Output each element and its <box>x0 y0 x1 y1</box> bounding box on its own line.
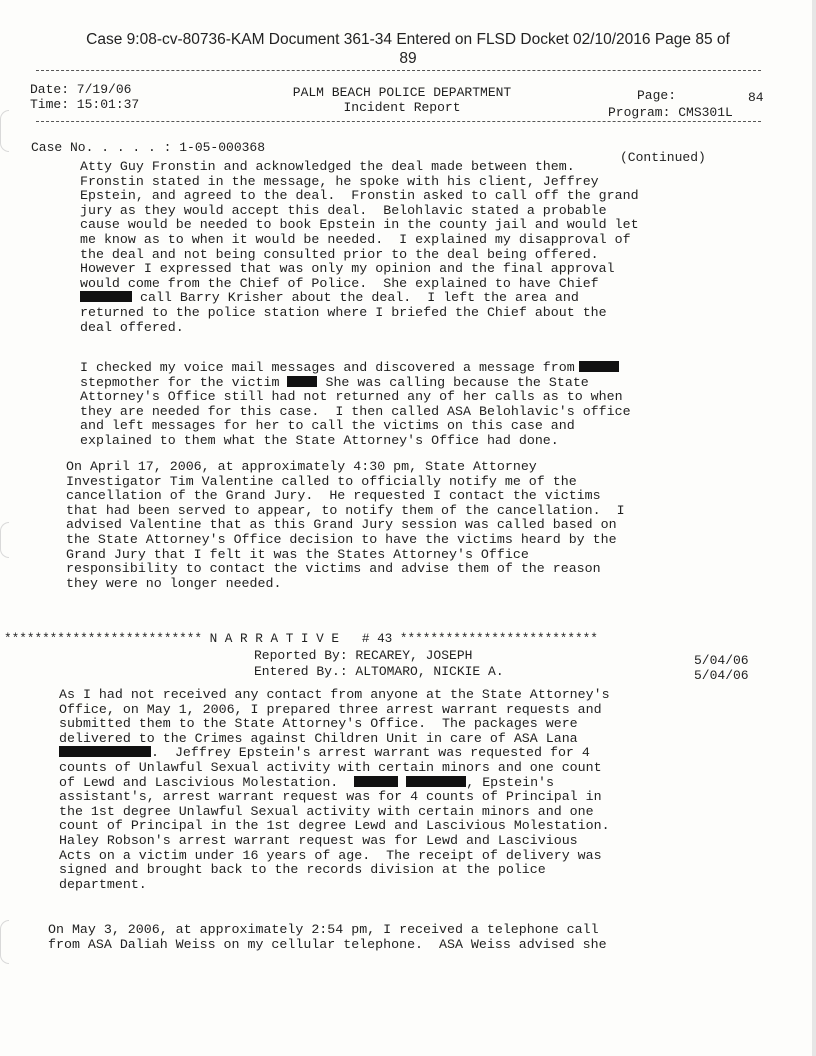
text-line: On April 17, 2006, at approximately 4:30 pm, State Attorney <box>66 459 537 474</box>
text-line: Office, on May 1, 2006, I prepared three arrest warrant requests and <box>59 701 602 717</box>
text-line: Grand Jury that I felt it was the States Attorney's Office <box>66 546 529 562</box>
text-line: cause would be needed to book Epstein in the county jail and would let <box>80 217 639 233</box>
text-line: responsibility to contact the victims and advise them of the reason <box>66 561 601 577</box>
redaction-block <box>579 361 619 372</box>
text-line: explained to them what the State Attorney's Office had done. <box>80 432 559 448</box>
text-line: jury as they would accept this deal. Belohlavic stated a probable <box>80 202 607 218</box>
narrative-banner: ************************** N A R R A T I V E # 43 ************************** <box>4 631 598 646</box>
reported-date: 5/04/06 <box>694 653 749 668</box>
text-fragment: I checked my voice mail messages and discovered a message from <box>80 360 575 375</box>
paragraph-voicemail <box>80 361 631 449</box>
stamp-line-2: 89 <box>399 50 417 67</box>
scan-binding-mark-1 <box>0 110 9 152</box>
department-name: PALM BEACH POLICE DEPARTMENT <box>292 85 512 100</box>
paragraph-arrest-warrants <box>59 688 610 892</box>
text-line: and left messages for her to call the victims on this case and <box>80 418 575 434</box>
stamp-line-1: Case 9:08-cv-80736-KAM Document 361-34 Entered on FLSD Docket 02/10/2016 Page 85 of <box>86 31 730 48</box>
header-rule-top <box>36 70 761 71</box>
text-fragment: stepmother for the victim <box>80 374 280 390</box>
text-line: the deal and not being consulted prior to the deal being offered. <box>80 246 599 262</box>
redaction-block <box>354 776 398 787</box>
text-line: they are needed for this case. I then called ASA Belohlavic's office <box>80 403 631 419</box>
entered-by: Entered By.: ALTOMARO, NICKIE A. <box>254 664 504 679</box>
paragraph-deal <box>80 160 639 335</box>
text-line: On May 3, 2006, at approximately 2:54 pm, I received a telephone call <box>48 922 599 937</box>
text-line: Haley Robson's arrest warrant request was for Lewd and Lascivious <box>59 832 578 848</box>
text-line: Attorney's Office still had not returned any of her calls as to when <box>80 389 623 405</box>
paragraph-asa-weiss <box>48 923 607 952</box>
scan-binding-mark-2 <box>0 522 9 558</box>
paragraph-grand-jury <box>66 460 625 591</box>
redaction-block <box>80 291 132 302</box>
reported-by: Reported By: RECAREY, JOSEPH <box>254 648 473 663</box>
text-line-redacted <box>59 776 610 791</box>
report-type: Incident Report <box>343 100 461 115</box>
text-line: cancellation of the Grand Jury. He requested I contact the victims <box>66 488 601 504</box>
text-fragment: . Jeffrey Epstein's arrest warrant was requested for 4 <box>151 745 590 761</box>
text-line: Acts on a victim under 16 years of age. The receipt of delivery was <box>59 847 602 863</box>
text-line-redacted <box>80 376 631 391</box>
text-line: delivered to the Crimes against Children Unit in care of ASA Lana <box>59 730 578 746</box>
text-line: me know as to when it would be needed. I explained my disapproval of <box>80 231 631 247</box>
text-fragment: call Barry Krisher about the deal. I left the area and <box>132 290 579 306</box>
text-line: deal offered. <box>80 319 184 335</box>
text-line: count of Principal in the 1st degree Lewd and Lascivious Molestation. <box>59 818 610 834</box>
text-line: from ASA Daliah Weiss on my cellular telephone. ASA Weiss advised she <box>48 936 607 952</box>
text-line-redacted <box>80 361 631 376</box>
case-number: Case No. . . . . : 1-05-000368 <box>31 140 266 155</box>
text-line: Atty Guy Fronstin and acknowledged the deal made between them. <box>80 159 575 174</box>
text-line: However I expressed that was only my opinion and the final approval <box>80 261 615 277</box>
text-line: department. <box>59 876 147 892</box>
text-line: As I had not received any contact from anyone at the State Attorney's <box>59 687 610 702</box>
text-line: the State Attorney's Office decision to have the victims heard by the <box>66 531 617 547</box>
page-number: 84 <box>748 90 764 105</box>
report-date: Date: 7/19/06 <box>30 82 132 97</box>
text-line: Investigator Tim Valentine called to officially notify me of the <box>66 473 577 489</box>
text-line: advised Valentine that as this Grand Jury session was called based on <box>66 517 617 533</box>
text-fragment: of Lewd and Lascivious Molestation. <box>59 774 339 790</box>
report-time: Time: 15:01:37 <box>30 97 140 112</box>
page-edge-shadow <box>812 0 816 1056</box>
text-line: returned to the police station where I briefed the Chief about the <box>80 304 607 320</box>
redaction-block <box>406 776 466 787</box>
text-line: assistant's, arrest warrant request was for 4 counts of Principal in <box>59 789 602 805</box>
text-fragment: She was calling because the State <box>317 374 589 390</box>
continued-marker: (Continued) <box>620 150 706 165</box>
page-label: Page: <box>637 88 677 103</box>
redaction-block <box>287 376 317 387</box>
text-line: Fronstin stated in the message, he spoke with his client, Jeffrey <box>80 173 599 189</box>
text-fragment: , Epstein's <box>466 774 555 790</box>
scan-binding-mark-3 <box>0 920 9 964</box>
text-line: they were no longer needed. <box>66 575 282 591</box>
entered-date: 5/04/06 <box>694 668 749 683</box>
text-line: Epstein, and agreed to the deal. Fronstin asked to call off the grand <box>80 188 639 204</box>
text-line-redacted <box>80 291 639 306</box>
text-line: that had been served to appear, to notify them of the cancellation. I <box>66 502 625 518</box>
text-line: would come from the Chief of Police. She explained to have Chief <box>80 275 599 291</box>
text-line: submitted them to the State Attorney's Office. The packages were <box>59 716 578 732</box>
court-filing-stamp <box>0 30 816 68</box>
text-line-redacted <box>59 746 610 761</box>
text-line: the 1st degree Unlawful Sexual activity with certain minors and one <box>59 803 594 819</box>
text-line: counts of Unlawful Sexual activity with certain minors and one count <box>59 759 602 775</box>
header-rule-bottom <box>36 121 761 122</box>
program-code: Program: CMS301L <box>608 105 733 120</box>
text-line: signed and brought back to the records division at the police <box>59 862 546 878</box>
redaction-block <box>59 746 151 757</box>
